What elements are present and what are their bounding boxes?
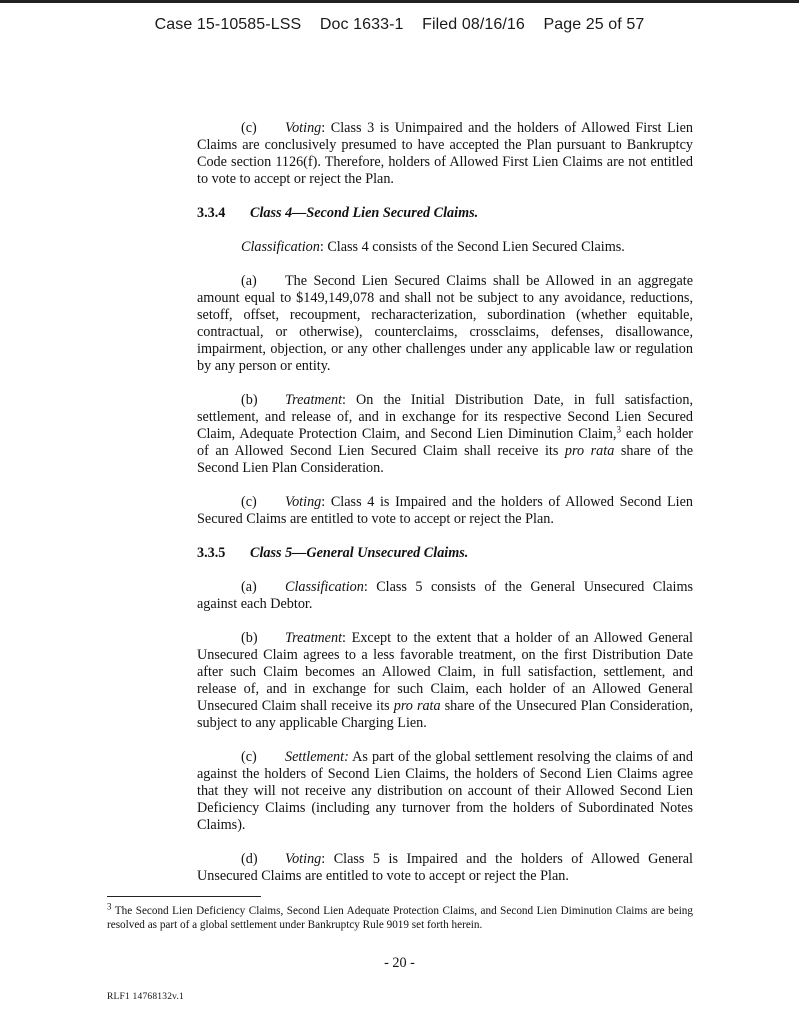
footnote-divider	[107, 896, 261, 897]
class3-voting-paragraph: (c) Voting: Class 3 is Unimpaired and the holders of Allowed First Lien Claims are conclusively presumed to have accepted the Plan pursuant to Bankruptcy Code section 1126(f). Therefore, holders of Allowed First Lien Claims are not entitled to vote to accept or reject the Plan.	[197, 120, 693, 187]
case-number: Case 15-10585-LSS	[154, 16, 302, 33]
footnote-ref: 3	[616, 424, 621, 435]
filed-date: Filed 08/16/16	[422, 16, 525, 33]
class4-treatment-paragraph: (b) Treatment: On the Initial Distribution Date, in full satisfaction, settlement, and release of, and in exchange for its respective Second Lien Secured Claim, Adequate Protection Claim, and Second Lien Diminution Claim,$^3$ each holder of an Allowed Second Lien Secured Claim shall receive its pro rata share of the Second Lien Plan Consideration.	[197, 392, 694, 476]
footnote-mark: 3	[107, 901, 112, 912]
class4-voting-paragraph: (c) Voting: Class 4 is Impaired and the holders of Allowed Second Lien Secured Claims are entitled to vote to accept or reject the Plan.	[197, 494, 693, 527]
footnote: $^3$ The Second Lien Deficiency Claims, Second Lien Adequate Protection Claims, and Second Lien Diminution Claims are being resolved as part of a global settlement under Bankruptcy Rule 9019 set forth herein.	[107, 901, 693, 931]
document-id: RLF1 14768132v.1	[107, 992, 185, 1002]
class4-a-paragraph: (a) The Second Lien Secured Claims shall be Allowed in an aggregate amount equal to $149,149,078 and shall not be subject to any avoidance, reductions, setoff, offset, recoupment, recharacterization, subordination (whether equitable, contractual, or otherwise), counterclaims, crossclaims, defenses, disallowance, impairment, objection, or any other challenges under any applicable law or regulation by any person or entity.	[197, 273, 693, 374]
page-number: - 20 -	[384, 955, 415, 971]
class5-treatment-paragraph: (b) Treatment: Except to the extent that a holder of an Allowed General Unsecured Claim agrees to a less favorable treatment, on the first Distribution Date after such Claim becomes an Allowed Claim, in full satisfaction, settlement, and release of, and in exchange for such Claim, each holder of an Allowed General Unsecured Claim shall receive its pro rata share of the Unsecured Plan Consideration, subject to any applicable Charging Lien.	[197, 630, 693, 731]
filing-header	[0, 16, 799, 34]
document-body	[197, 120, 693, 902]
page-of: Page 25 of 57	[543, 16, 645, 33]
top-border	[0, 0, 799, 3]
class5-voting-paragraph: (d) Voting: Class 5 is Impaired and the holders of Allowed General Unsecured Claims are entitled to vote to accept or reject the Plan.	[197, 851, 693, 884]
class5-settlement-paragraph: (c) Settlement: As part of the global settlement resolving the claims of and against the holders of Second Lien Claims, the holders of Second Lien Claims agree that they will not receive any distribution on account of their Allowed Second Lien Deficiency Claims (including any turnover from the holders of Subordinated Notes Claims).	[197, 749, 693, 833]
doc-number: Doc 1633-1	[319, 16, 404, 33]
class5-classification-paragraph: (a) Classification: Class 5 consists of the General Unsecured Claims against each Debtor.	[197, 579, 693, 612]
section-3-3-4-heading: 3.3.4 Class 4—Second Lien Secured Claims.	[197, 205, 479, 221]
section-3-3-5-heading: 3.3.5 Class 5—General Unsecured Claims.	[197, 545, 469, 561]
class4-classification-paragraph: Classification: Class 4 consists of the Second Lien Secured Claims.	[241, 239, 625, 255]
